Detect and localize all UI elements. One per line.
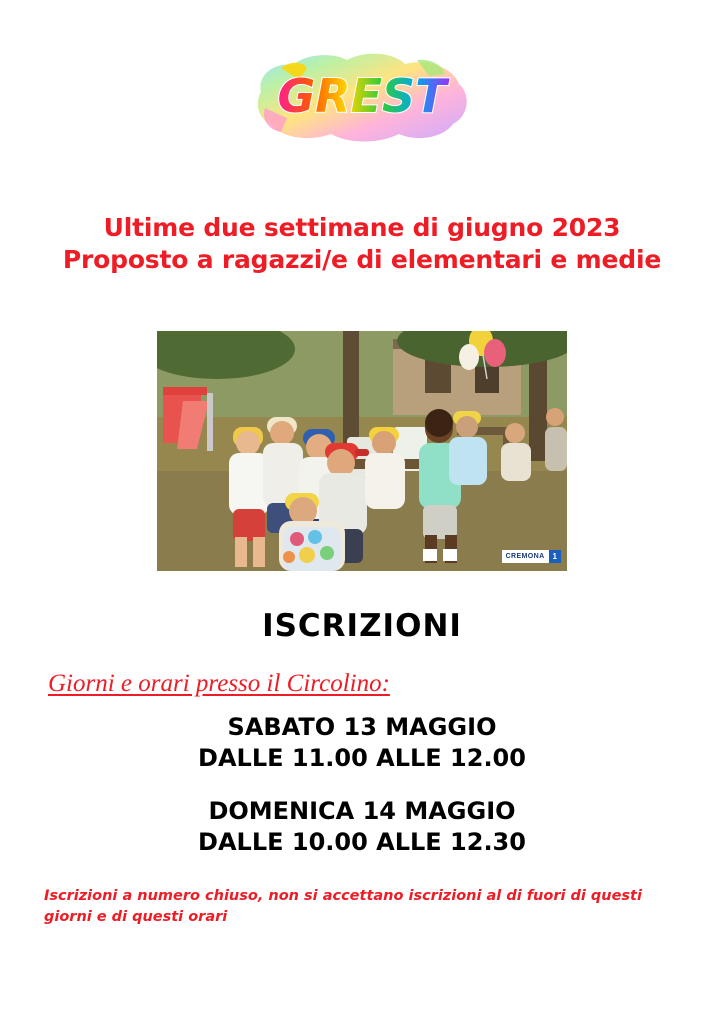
grest-logo [247, 46, 477, 148]
badge-network: CREMONA [502, 550, 549, 563]
schedule-hours: DALLE 10.00 ALLE 12.30 [198, 828, 526, 856]
schedule-list [0, 712, 724, 858]
event-photo [157, 331, 567, 571]
badge-channel: 1 [549, 550, 561, 563]
grest-logo-text [247, 46, 477, 148]
footnote-line-2: giorni e di questi orari [44, 909, 228, 925]
schedule-intro: Giorni e orari presso il Circolino: [48, 670, 390, 697]
event-photo-graphic [157, 331, 567, 571]
footnote-line-1: Iscrizioni a numero chiuso, non si accettano iscrizioni al di fuori di questi [44, 888, 642, 904]
logo-container [0, 46, 724, 148]
schedule-day: SABATO 13 MAGGIO [227, 713, 497, 741]
headline [0, 212, 724, 276]
headline-line-1: Ultime due settimane di giugno 2023 [103, 213, 621, 242]
svg-text:GREST: GREST [277, 69, 447, 123]
broadcast-badge [502, 550, 561, 563]
headline-line-2: Proposto a ragazzi/e di elementari e medie [62, 245, 662, 274]
schedule-entry [0, 796, 724, 858]
footnote [44, 886, 664, 928]
schedule-hours: DALLE 11.00 ALLE 12.00 [198, 744, 526, 772]
schedule-day: DOMENICA 14 MAGGIO [208, 797, 516, 825]
section-title: ISCRIZIONI [262, 608, 462, 644]
schedule-entry [0, 712, 724, 774]
